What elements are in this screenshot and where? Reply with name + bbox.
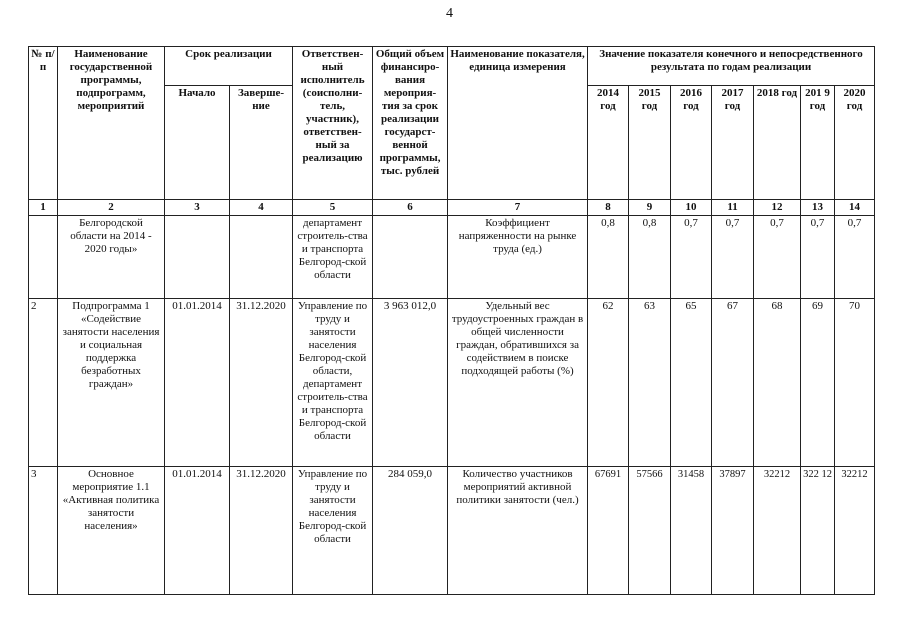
row-name: Подпрограмма 1 «Содействие занятости населения и социальная поддержка безработных граждан»: [58, 299, 165, 467]
column-number: 8: [588, 200, 629, 216]
column-number: 13: [801, 200, 835, 216]
column-number: 9: [629, 200, 671, 216]
row-num: [29, 216, 58, 299]
column-number: 5: [293, 200, 373, 216]
row-value: 0,7: [712, 216, 754, 299]
row-value: 0,8: [629, 216, 671, 299]
row-value: 31458: [671, 467, 712, 595]
page-number: 4: [446, 6, 453, 21]
row-value: 69: [801, 299, 835, 467]
row-indicator: Удельный вес трудоустроенных граждан в общей численности граждан, обратившихся за содействием в поиске подходящей работы (%): [448, 299, 588, 467]
header-executor: Ответствен-ный исполнитель (соисполни-тель, участник), ответствен-ный за реализацию: [293, 47, 373, 200]
row-indicator: Коэффициент напряженности на рынке труда (ед.): [448, 216, 588, 299]
row-executor: департамент строитель-ства и транспорта Белгород-ской области: [293, 216, 373, 299]
row-volume: [373, 216, 448, 299]
header-year: 2018 год: [754, 86, 801, 200]
column-number: 2: [58, 200, 165, 216]
column-number: 12: [754, 200, 801, 216]
row-value: 32212: [754, 467, 801, 595]
row-value: 0,7: [835, 216, 875, 299]
column-number: 4: [230, 200, 293, 216]
row-value: 0,7: [671, 216, 712, 299]
row-executor: Управление по труду и занятости населения Белгород-ской области, департамент строитель-ства и транспорта Белгород-ской области: [293, 299, 373, 467]
column-number: 14: [835, 200, 875, 216]
column-number: 7: [448, 200, 588, 216]
header-volume: Общий объем финансиро-вания мероприя-тия за срок реализации государст-венной программы, тыс. рублей: [373, 47, 448, 200]
row-end: 31.12.2020: [230, 299, 293, 467]
row-start: [165, 216, 230, 299]
row-name: Белгородской области на 2014 - 2020 годы»: [58, 216, 165, 299]
header-num: № п/п: [29, 47, 58, 200]
header-year: 2015 год: [629, 86, 671, 200]
header-year: 2016 год: [671, 86, 712, 200]
row-start: 01.01.2014: [165, 299, 230, 467]
row-value: 62: [588, 299, 629, 467]
row-value: 70: [835, 299, 875, 467]
row-value: 68: [754, 299, 801, 467]
header-year: 2020 год: [835, 86, 875, 200]
row-value: 67: [712, 299, 754, 467]
header-year: 2014 год: [588, 86, 629, 200]
header-period: Срок реализации: [165, 47, 293, 86]
table-row: [29, 299, 875, 467]
column-number: 3: [165, 200, 230, 216]
row-value: 32212: [835, 467, 875, 595]
row-value: 322 12: [801, 467, 835, 595]
row-value: 65: [671, 299, 712, 467]
header-year: 2017 год: [712, 86, 754, 200]
header-year: 201 9 год: [801, 86, 835, 200]
column-number: 1: [29, 200, 58, 216]
row-end: [230, 216, 293, 299]
header-name: Наименование государственной программы, подпрограмм, мероприятий: [58, 47, 165, 200]
row-num: 2: [29, 299, 58, 467]
table-row: [29, 216, 875, 299]
row-volume: 284 059,0: [373, 467, 448, 595]
header-start: Начало: [165, 86, 230, 200]
row-value: 57566: [629, 467, 671, 595]
header-values: Значение показателя конечного и непосредственного результата по годам реализации: [588, 47, 875, 86]
header-end: Заверше-ние: [230, 86, 293, 200]
row-end: 31.12.2020: [230, 467, 293, 595]
row-value: 0,7: [754, 216, 801, 299]
row-value: 63: [629, 299, 671, 467]
row-name: Основное мероприятие 1.1 «Активная политика занятости населения»: [58, 467, 165, 595]
column-number: 11: [712, 200, 754, 216]
column-number: 6: [373, 200, 448, 216]
header-indicator: Наименование показателя, единица измерения: [448, 47, 588, 200]
column-number-row: [29, 200, 875, 216]
row-value: 37897: [712, 467, 754, 595]
table-row: [29, 467, 875, 595]
row-value: 67691: [588, 467, 629, 595]
row-indicator: Количество участников мероприятий активной политики занятости (чел.): [448, 467, 588, 595]
column-number: 10: [671, 200, 712, 216]
row-volume: 3 963 012,0: [373, 299, 448, 467]
program-table: [28, 46, 875, 595]
row-value: 0,7: [801, 216, 835, 299]
row-num: 3: [29, 467, 58, 595]
row-start: 01.01.2014: [165, 467, 230, 595]
row-executor: Управление по труду и занятости населения Белгород-ской области: [293, 467, 373, 595]
row-value: 0,8: [588, 216, 629, 299]
